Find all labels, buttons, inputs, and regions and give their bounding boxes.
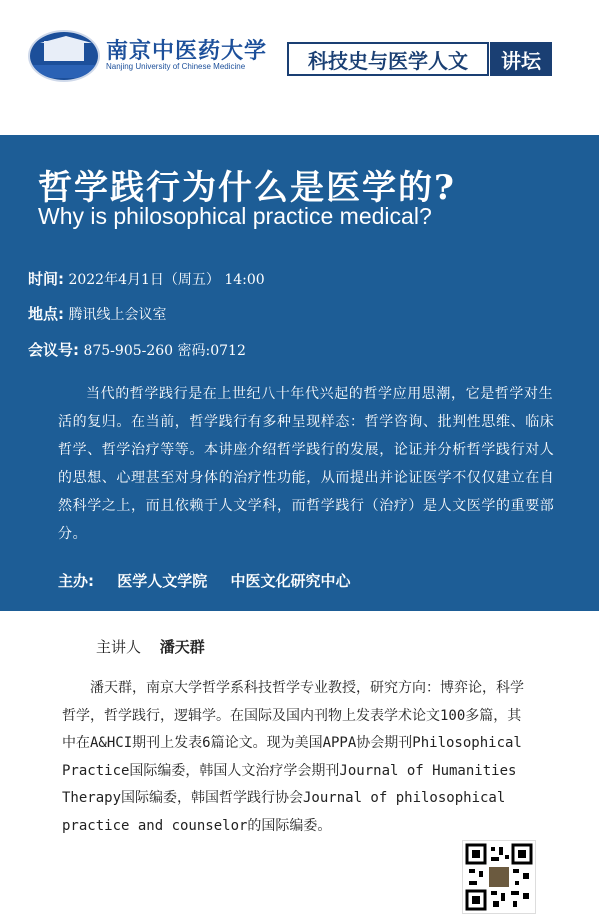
university-emblem-icon: [28, 30, 100, 82]
organizer-label: 主办:: [58, 572, 94, 590]
organizer-2: 中医文化研究中心: [230, 572, 351, 590]
speaker-name: 潘天群: [159, 638, 205, 656]
time-value: 2022年4月1日（周五） 14:00: [68, 272, 265, 288]
university-name-en: Nanjing University of Chinese Medicine: [106, 62, 246, 71]
speaker-heading: [96, 636, 205, 657]
university-name-cn: 南京中医药大学: [106, 38, 268, 64]
qr-code-graphic: [463, 841, 535, 913]
place-label: 地点:: [28, 305, 64, 323]
bio-text: 潘天群，南京大学哲学系科技哲学专业教授，研究方向：博弈论，科学哲学，哲学践行，逻辑学。在国际及国内刊物上发表学术论文100多篇，其中在A&HCI期刊上发表6篇论文。现为美国APPA协会期刊Philosophical Practice国际编委，韩国人文治疗学会期刊Journal of Humanities Therapy国际编委，韩国哲学践行协会Journal of philosophical practice and counselor的国际编委。: [62, 680, 524, 834]
event-title-en: Why is philosophical practice medical?: [38, 203, 432, 229]
meeting-value: 875-905-260 密码:0712: [83, 343, 246, 359]
forum-suffix: 讲坛: [490, 42, 552, 76]
qr-code-icon[interactable]: [462, 840, 536, 914]
meeting-label: 会议号:: [28, 341, 79, 359]
speaker-label: 主讲人: [96, 638, 142, 656]
forum-title: 科技史与医学人文: [287, 42, 489, 76]
time-label: 时间:: [28, 270, 64, 288]
organizers: [58, 570, 369, 591]
place-row: [28, 303, 166, 324]
time-row: [28, 268, 265, 289]
event-title-cn: 哲学践行为什么是医学的?: [38, 168, 456, 208]
place-value: 腾讯线上会议室: [68, 307, 167, 323]
speaker-bio: [62, 675, 532, 840]
meeting-row: [28, 339, 246, 360]
header: [0, 0, 599, 135]
event-abstract: [58, 380, 558, 548]
organizer-1: 医学人文学院: [117, 572, 208, 590]
abstract-text: 当代的哲学践行是在上世纪八十年代兴起的哲学应用思潮，它是哲学对生活的复归。在当前，哲学践行有多种呈现样态：哲学咨询、批判性思维、临床哲学、哲学治疗等等。本讲座介绍哲学践行的发展，论证并分析哲学践行对人的思想、心理甚至对身体的治疗性功能，从而提出并论证医学不仅仅建立在自然科学之上，而且依赖于人文学科，而哲学践行（治疗）是人文医学的重要部分。: [58, 386, 555, 542]
